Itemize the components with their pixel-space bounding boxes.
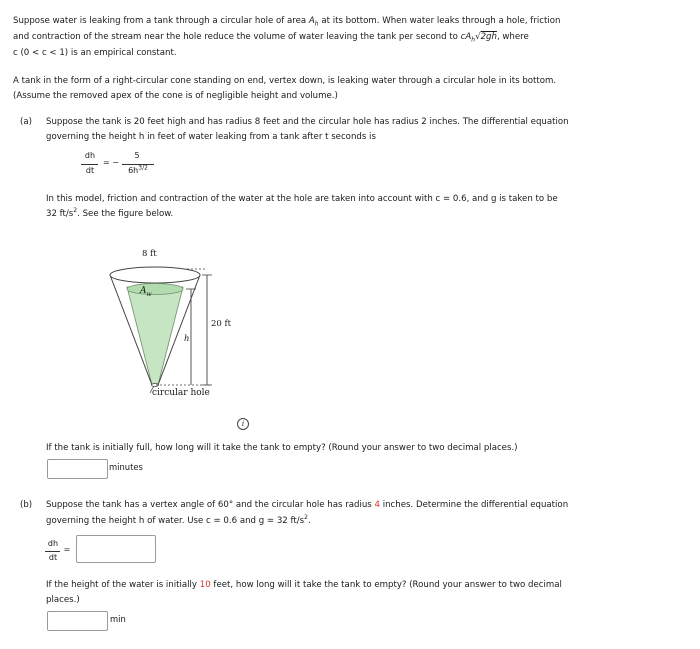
eq-a-equals: = −: [103, 158, 119, 167]
part-b-line-1: Suppose the tank has a vertex angle of 60° and the circular hole has radius 4 inches. Determine the differential equation: [46, 500, 569, 510]
cone-top-rim: [110, 267, 200, 283]
part-a-question: If the tank is initially full, how long will it take the tank to empty? (Round your answer to two decimal places.): [46, 443, 518, 453]
radius-label: 8 ft: [142, 249, 157, 259]
setup-line-2: (Assume the removed apex of the cone is of negligible height and volume.): [13, 91, 338, 101]
part-b-question-line-1: If the height of the water is initially 10 feet, how long will it take the tank to empty? (Round your answer to two decimal: [46, 580, 562, 590]
part-a-answer-input[interactable]: [47, 459, 108, 479]
height-label: 20 ft: [211, 319, 232, 329]
eq-b-denominator: dt: [48, 553, 58, 562]
part-a-line-2: governing the height h in feet of water leaking from a tank after t seconds is: [46, 132, 376, 142]
eq-b-numerator: dh: [47, 539, 59, 548]
part-a-label: (a): [20, 117, 32, 127]
eq-b-fraction-bar: [45, 551, 60, 552]
hole-label: circular hole: [152, 388, 210, 398]
model-line-1: In this model, friction and contraction of the water at the hole are taken into account with c = 0.6, and g is taken to be: [46, 194, 558, 204]
intro-line-2: and contraction of the stream near the hole reduce the volume of water leaving the tank per second to $cA_h√2gh$, where: [13, 32, 529, 44]
h-label: h: [184, 334, 190, 344]
setup-line-1: A tank in the form of a right-circular cone standing on end, vertex down, is leaking water through a circular hole in its bottom.: [13, 76, 557, 86]
part-b-equation-input[interactable]: [76, 535, 156, 563]
model-line-2: 32 $ft/s^2$. See the figure below.: [46, 207, 174, 219]
eq-a-lhs-numerator: dh: [84, 151, 96, 160]
part-a-answer-unit: minutes: [109, 462, 143, 472]
eq-a-lhs-fraction-bar: [81, 164, 98, 165]
part-b-line-2: governing the height h of water. Use c = 0.6 and g = 32 $ft/s^2$.: [46, 514, 311, 526]
intro-line-3: c (0 < c < 1) is an empirical constant.: [13, 48, 177, 58]
water-volume: [127, 287, 183, 385]
water-surface: [127, 284, 183, 298]
part-b-label: (b): [20, 500, 33, 510]
eq-b-equals: =: [63, 545, 71, 554]
eq-a-lhs-denominator: dt: [85, 166, 95, 175]
eq-a-rhs-denominator: $6h^{3/2}$: [128, 164, 148, 175]
info-icon[interactable]: i: [237, 418, 249, 430]
cone-figure: [100, 245, 250, 415]
part-b-question-line-2: places.): [46, 595, 80, 605]
part-b-answer-unit: min: [110, 614, 126, 624]
part-b-answer-input[interactable]: [47, 611, 108, 631]
eq-a-rhs-numerator: 5: [134, 151, 140, 160]
water-area-label: $A_w$: [140, 286, 152, 298]
part-a-line-1: Suppose the tank is 20 feet high and has radius 8 feet and the circular hole has radius 2 inches. The differential equation: [46, 117, 569, 127]
intro-line-1: Suppose water is leaking from a tank through a circular hole of area $A_h$ at its bottom. When water leaks through a hole, friction: [13, 16, 561, 28]
